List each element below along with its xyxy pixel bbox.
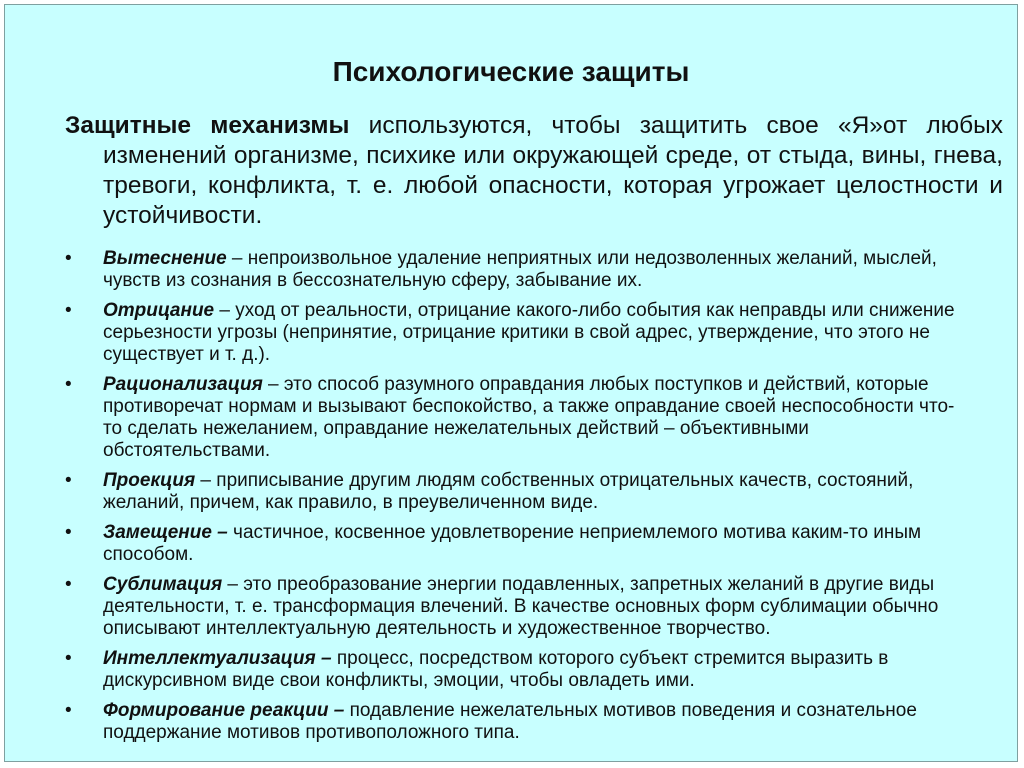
item-text: – это способ разумного оправдания любых поступков и действий, которые противоречат нормам и вызывают беспокойство, а также оправдание своей неспособности что-то сделать нежеланием, оправдание нежелательных действий – объективными обстоятельствами. (103, 374, 955, 461)
item-term: Сублимация (103, 574, 223, 595)
list-item (65, 648, 965, 692)
bullet-icon: • (65, 574, 72, 595)
item-text: частичное, косвенное удовлетворение неприемлемого мотива каким-то иным способом. (103, 522, 922, 565)
intro-term: Защитные механизмы (65, 112, 350, 139)
item-text: – это преобразование энергии подавленных, запретных желаний в другие виды деятельности, т. е. трансформация влечений. В качестве основных форм сублимации обычно описывают интеллектуальную деятельность и художественное творчество. (103, 574, 939, 639)
item-text: подавление нежелательных мотивов поведения и сознательное поддержание мотивов противоположного типа. (103, 700, 917, 743)
slide-title: Психологические защиты (332, 56, 690, 87)
list-item (65, 700, 965, 744)
list-item (65, 574, 965, 640)
item-term: Отрицание (103, 300, 215, 321)
item-text: – приписывание другим людям собственных отрицательных качеств, состояний, желаний, причем, как правило, в преувеличенном виде. (103, 470, 914, 513)
item-text: процесс, посредством которого субъект стремится выразить в дискурсивном виде свои конфликты, эмоции, чтобы овладеть ими. (103, 648, 889, 691)
item-term: Интеллектуализация – (103, 648, 332, 669)
bullet-icon: • (65, 300, 72, 321)
item-term: Рационализация (103, 374, 263, 395)
bullet-icon: • (65, 648, 72, 669)
item-term: Замещение – (103, 522, 228, 543)
item-term: Проекция (103, 470, 196, 491)
intro-paragraph (65, 111, 1003, 231)
bullet-icon: • (65, 700, 72, 721)
list-item (65, 374, 965, 462)
item-text: – уход от реальности, отрицание какого-либо события как неправды или снижение серьезности угрозы (непринятие, отрицание критики в свой адрес, утверждение, что этого не существует и т. д.). (103, 300, 955, 365)
bullet-icon: • (65, 248, 72, 269)
list-item (65, 248, 965, 292)
list-item (65, 300, 965, 366)
list-item (65, 470, 965, 514)
item-text: – непроизвольное удаление неприятных или недозволенных желаний, мыслей, чувств из сознания в бессознательную сферу, забывание их. (103, 248, 937, 291)
list-item (65, 522, 965, 566)
mechanisms-list (65, 248, 965, 752)
item-term: Вытеснение (103, 248, 227, 269)
bullet-icon: • (65, 470, 72, 491)
bullet-icon: • (65, 522, 72, 543)
bullet-icon: • (65, 374, 72, 395)
slide (4, 4, 1018, 762)
item-term: Формирование реакции – (103, 700, 345, 721)
intro-text: используются, чтобы защитить свое «Я»от любых изменений организме, психике или окружающей среде, от стыда, вины, гнева, тревоги, конфликта, т. е. любой опасности, которая угрожает целостности и устойчивости. (103, 112, 1003, 229)
